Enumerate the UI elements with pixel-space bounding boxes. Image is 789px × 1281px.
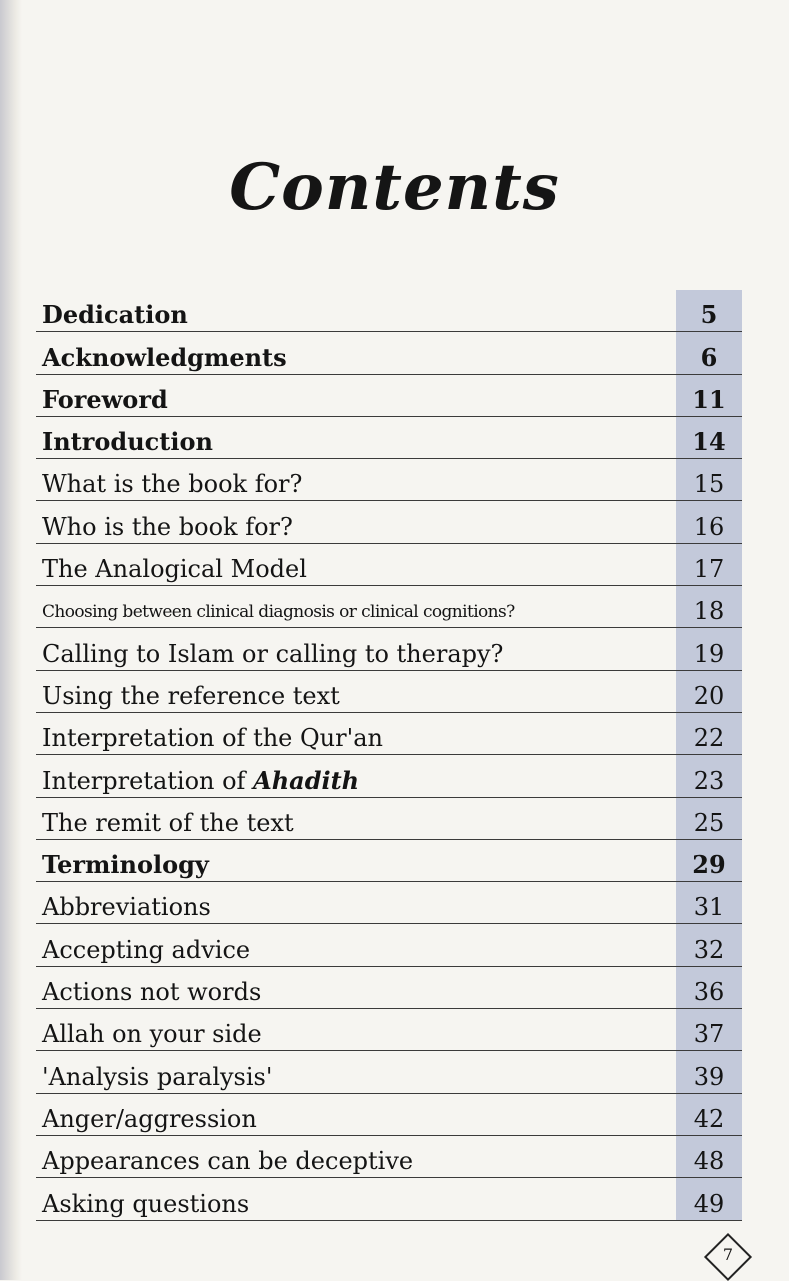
- toc-entry-title: [42, 893, 211, 921]
- toc-entry-page: 39: [693, 1062, 725, 1091]
- toc-entry-title: [42, 1020, 262, 1048]
- toc-entry-page: 36: [693, 978, 725, 1007]
- toc-row: [36, 375, 742, 417]
- toc-entry-title: [42, 427, 213, 456]
- toc-entry-text: Dedication: [42, 300, 188, 330]
- toc-entry-page: 37: [693, 1020, 725, 1049]
- toc-entry-text: The remit of the text: [42, 808, 294, 837]
- toc-entry-page: 23: [693, 766, 725, 795]
- toc-row: [36, 417, 742, 459]
- toc-row: [36, 459, 742, 501]
- toc-entry-title: [42, 850, 209, 879]
- toc-entry-text: Appearances can be deceptive: [42, 1147, 414, 1176]
- toc-entry-text: Foreword: [42, 384, 168, 414]
- toc-entry-page: 25: [693, 808, 725, 837]
- toc-row: [36, 628, 742, 670]
- toc-row: [36, 290, 742, 332]
- toc-entry-page: 17: [693, 555, 725, 584]
- toc-entry-title: [42, 640, 503, 668]
- toc-row: [36, 1051, 742, 1093]
- toc-entry-page: 19: [693, 639, 725, 668]
- toc-entry-text: Who is the book for?: [42, 512, 293, 541]
- toc-entry-text: Asking questions: [42, 1189, 250, 1218]
- toc-entry-text: Acknowledgments: [42, 342, 287, 372]
- toc-row: [36, 671, 742, 713]
- toc-entry-text: Introduction: [42, 427, 213, 457]
- toc-row: [36, 755, 742, 797]
- toc-entry-title: [42, 470, 302, 498]
- toc-entry-page: 18: [693, 597, 725, 626]
- toc-entry-page: 22: [693, 724, 725, 753]
- table-of-contents: [36, 290, 742, 1221]
- toc-entry-text: What is the book for?: [42, 470, 303, 499]
- toc-entry-text: 'Analysis paralysis': [42, 1062, 273, 1091]
- toc-entry-text: Using the reference text: [42, 681, 340, 710]
- toc-row: [36, 586, 742, 628]
- toc-entry-title: [42, 766, 359, 795]
- toc-entry-emphasis: Ahadith: [253, 765, 360, 795]
- toc-entry-text: The Analogical Model: [42, 555, 307, 584]
- toc-row: [36, 544, 742, 586]
- toc-entry-page: 14: [692, 427, 726, 457]
- toc-entry-text: Interpretation of: [42, 766, 254, 795]
- page-title: Contents: [229, 150, 560, 225]
- toc-entry-page: 15: [693, 470, 725, 499]
- toc-row: [36, 1136, 742, 1178]
- toc-row: [36, 713, 742, 755]
- toc-entry-text: Calling to Islam or calling to therapy?: [42, 639, 504, 668]
- toc-entry-title: [42, 1105, 257, 1133]
- toc-entry-text: Allah on your side: [42, 1020, 262, 1049]
- toc-entry-title: [42, 1147, 413, 1175]
- toc-entry-page: 31: [693, 893, 725, 922]
- toc-entry-page: 32: [693, 935, 725, 964]
- toc-entry-page: 42: [693, 1104, 725, 1133]
- toc-entry-title: [42, 1063, 272, 1091]
- toc-entry-title: [42, 936, 250, 964]
- toc-entry-title: [42, 385, 168, 414]
- toc-row: [36, 924, 742, 966]
- toc-entry-title: [42, 682, 340, 710]
- toc-entry-page: 29: [692, 850, 726, 880]
- toc-entry-title: [42, 343, 287, 372]
- toc-entry-text: Choosing between clinical diagnosis or clinical cognitions?: [42, 602, 515, 623]
- toc-entry-page: 20: [693, 681, 725, 710]
- toc-entry-title: [42, 1190, 249, 1218]
- toc-entry-title: [42, 555, 307, 583]
- toc-entry-text: Abbreviations: [42, 893, 211, 922]
- toc-entry-text: Interpretation of the Qur'an: [42, 724, 383, 753]
- toc-entry-text: Actions not words: [42, 978, 262, 1007]
- toc-entry-text: Terminology: [42, 850, 209, 880]
- toc-entry-title: [42, 513, 293, 541]
- toc-entry-page: 11: [692, 384, 726, 414]
- toc-entry-text: Accepting advice: [42, 935, 251, 964]
- toc-row: [36, 1178, 742, 1220]
- toc-entry-title: [42, 978, 261, 1006]
- toc-row: [36, 882, 742, 924]
- toc-entry-page: 6: [700, 342, 718, 372]
- page-number: 7: [722, 1245, 734, 1264]
- toc-entry-title: [42, 809, 294, 837]
- toc-row: [36, 967, 742, 1009]
- toc-row: [36, 1094, 742, 1136]
- toc-row: [36, 840, 742, 882]
- toc-entry-page: 5: [700, 300, 718, 330]
- toc-row: [36, 332, 742, 374]
- toc-row: [36, 1009, 742, 1051]
- toc-entry-title: [42, 724, 383, 752]
- toc-entry-text: Anger/aggression: [42, 1104, 257, 1133]
- toc-entry-page: 48: [693, 1147, 725, 1176]
- toc-entry-page: 49: [693, 1189, 725, 1218]
- toc-entry-title: [42, 300, 188, 329]
- toc-row: [36, 501, 742, 543]
- toc-entry-page: 16: [693, 512, 725, 541]
- toc-entry-title: [42, 602, 515, 622]
- toc-row: [36, 798, 742, 840]
